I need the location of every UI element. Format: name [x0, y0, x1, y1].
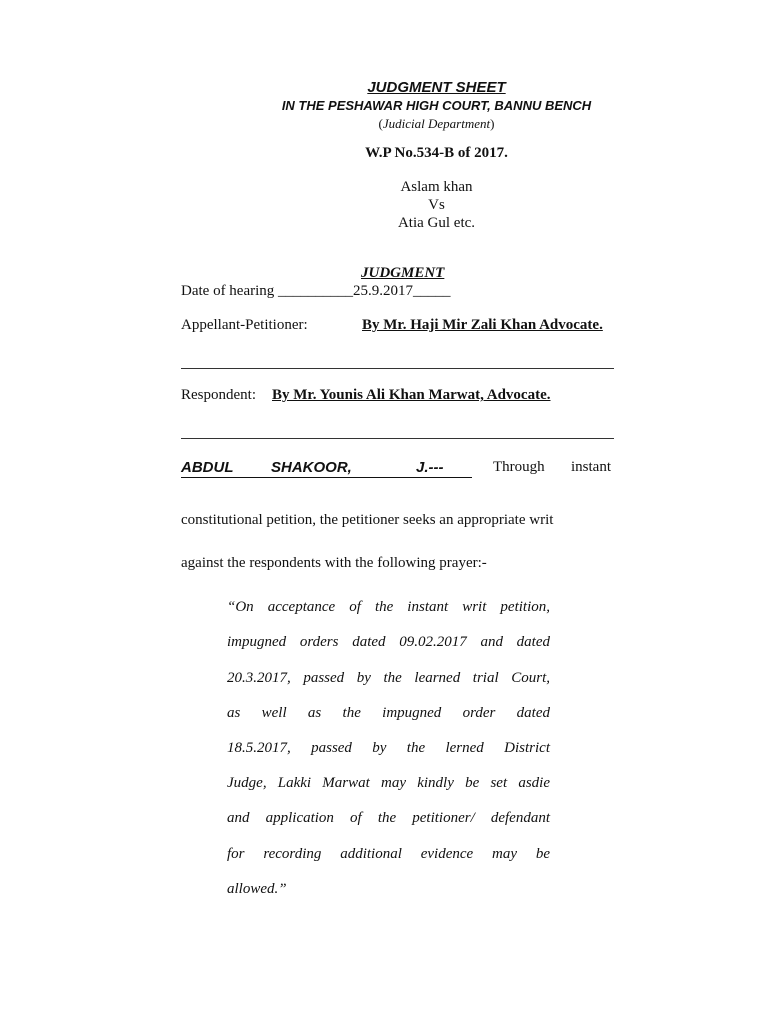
case-number: W.P No.534-B of 2017. — [365, 145, 508, 161]
prayer-line: and application of the petitioner/ defendant — [227, 810, 550, 826]
hearing-date-row — [181, 283, 451, 300]
prayer-line: for recording additional evidence may be — [227, 846, 550, 862]
prayer-line: “On acceptance of the instant writ petition, — [227, 599, 550, 615]
appellant-counsel: By Mr. Haji Mir Zali Khan Advocate. — [362, 317, 603, 333]
respondent-name: Atia Gul etc. — [397, 215, 476, 231]
respondent-label: Respondent: — [181, 387, 256, 403]
body-line-2: constitutional petition, the petitioner seeks an appropriate writ — [181, 512, 554, 528]
prayer-line: 20.3.2017, passed by the learned trial Court, — [227, 670, 550, 686]
department — [0, 116, 770, 132]
petitioner-name: Aslam khan — [400, 179, 473, 195]
prayer-line: as well as the impugned order dated — [227, 705, 550, 721]
prayer-line: Judge, Lakki Marwat may kindly be set asdie — [227, 775, 550, 791]
versus-text: Vs — [428, 197, 445, 213]
document-title: JUDGMENT SHEET — [367, 79, 506, 96]
court-name: IN THE PESHAWAR HIGH COURT, BANNU BENCH — [281, 98, 592, 113]
judge-suffix: J.--- — [416, 459, 444, 476]
prayer-line: 18.5.2017, passed by the lerned District — [227, 740, 550, 756]
body-word-through: Through — [493, 459, 545, 475]
hearing-date-label: Date of hearing — [181, 283, 275, 299]
judge-first-name: ABDUL — [181, 459, 234, 476]
prayer-line: impugned orders dated 09.02.2017 and dated — [227, 634, 550, 650]
prayer-line: allowed.” — [227, 881, 287, 897]
separator-line-2 — [181, 438, 614, 439]
judge-last-name: SHAKOOR, — [271, 459, 352, 476]
body-word-instant: instant — [571, 459, 611, 475]
hearing-date-value: __________25.9.2017_____ — [278, 283, 451, 299]
judgment-heading: JUDGMENT — [361, 265, 445, 281]
department-open-paren: ( — [378, 116, 383, 131]
department-close-paren: ) — [490, 116, 495, 131]
department-name: Judicial Department — [382, 116, 491, 131]
judge-name-underline — [181, 477, 472, 478]
body-line-3: against the respondents with the following prayer:- — [181, 555, 487, 571]
separator-line-1 — [181, 368, 614, 369]
respondent-counsel: By Mr. Younis Ali Khan Marwat, Advocate. — [272, 387, 551, 403]
appellant-label: Appellant-Petitioner: — [181, 317, 308, 333]
